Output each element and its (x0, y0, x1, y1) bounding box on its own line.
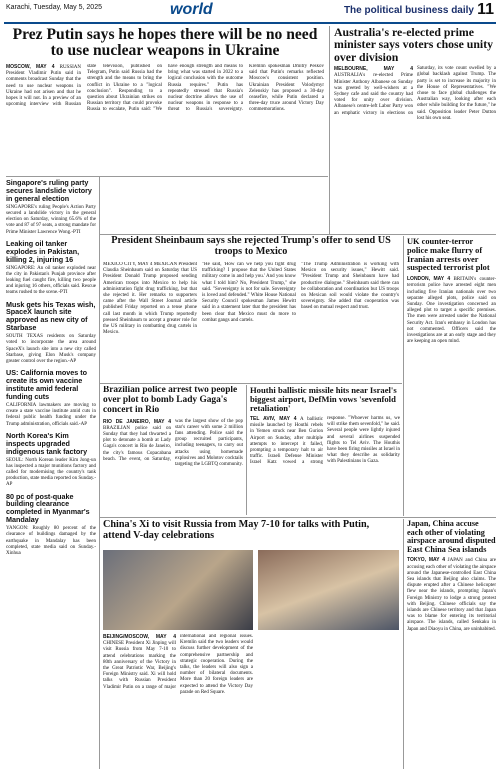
japan-dateline: TOKYO, MAY 4 (407, 557, 446, 564)
victory-day-photo (258, 550, 399, 630)
brief-text: SINGAPORE's ruling People's Action Party secured a landslide victory in the general election on Saturday, winning 65.6% of the vote and 87 of 97 seats, a strong mandate for Prime Minister Lawrence Wong.-PTI (6, 204, 96, 235)
masthead (0, 0, 500, 22)
sheinbaum-text-3: "The Trump Administration is working with Mexico on security issues," Hewitt said. "President Trump and Sheinbaum have had productive dialogue." Sheinbaum said there can be collaboration and coordination but US troops on Mexican soil would violate the country's sovereignty. She added that cooperation was based on mutual respect and trust. (301, 262, 399, 311)
divider (100, 234, 496, 235)
xi-story-left (103, 634, 253, 769)
japan-text: JAPAN and China are accusing each other of violating the airspace around the Japanese-controlled East China Sea islands that Beijing also claims. The dispute erupted after a Chinese helicopter flew near the islands, prompting Japan's Foreign Ministry to lodge a strong protest with Beijing. Chinese officials say the islands are Chinese territory and that Japan was to blame for entering its territorial airspace. The islands, called Senkaku in Japan and Diaoyu in China, are uninhabited. (407, 558, 496, 632)
australia-story (334, 26, 496, 234)
divider (100, 383, 402, 384)
divider (403, 236, 404, 516)
xi-text: CHINESE President Xi Jinping will visit Russia from May 7-10 to attend celebrations marking the 80th anniversary of the Victory in the Great Patriotic War, Beijing's Foreign Ministry said. Xi will hold talks with Russian President Vladimir Putin on a range of major international and regional issues. Kremlin said the two leaders would discuss further development of the comprehensive partnership and strategic cooperation. During the talks, the leaders will also sign a number of bilateral documents. More than 20 foreign leaders are expected to attend the Victory Day parade on Red Square. (103, 634, 253, 695)
lead-text: RUSSIAN President Vladimir Putin said in comments broadcast Sunday that the need to use nuclear weapons in Ukraine had not arisen and that he hopes it will not. In a preview of an upcoming interview with Russian state television, published on Telegram, Putin said Russia had the strength and the means to bring the conflict in Ukraine to a "logical conclusion". Responding to a question about Ukrainian strikes on Russian territory that could provoke Russia to escalate, Putin said: "We have enough strength and means to bring what was started in 2022 to a logical conclusion with the outcome Russia requires." Putin has repeatedly stressed that Russia's nuclear doctrine allows the use of nuclear weapons in response to a threat to Russia's sovereignty. Kremlin spokesman Dmitry Peskov said that Putin's remarks reflected Moscow's consistent position. Ukrainian President Volodymyr Zelenskiy has proposed a 30-day ceasefire, while Putin declared a three-day truce around Victory Day commemorations. (6, 64, 324, 113)
sheinbaum-headline: President Sheinbaum says she rejected Trump's offer to send US troops to Mexico (111, 236, 391, 257)
uk-dateline: LONDON, MAY 4 (407, 276, 451, 283)
lead-headline: Prez Putin says he hopes there will be no need to use nuclear weapons in Ukraine (12, 27, 318, 60)
houthi-body (250, 416, 400, 467)
houthi-headline: Houthi ballistic missile hits near Israel's biggest airport, DefMin vows 'sevenfold retaliation' (250, 386, 397, 414)
xi-putin-photo (103, 550, 253, 630)
brief-headline: Leaking oil tanker explodes in Pakistan, killing 2, injuring 16 (6, 238, 80, 264)
sheinbaum-col-2 (202, 262, 296, 380)
brief-text: YANGON: Roughly 80 percent of the clearance of buildings damaged by the earthquake in Mandalay has been completed, state media said on Sunday.-Xinhua (6, 526, 96, 557)
brief-headline: US: California moves to create its own vaccine institute amid federal funding cuts (6, 368, 88, 402)
xi-body (103, 634, 253, 696)
houthi-text: A ballistic missile launched by Houthi rebels in Yemen struck near Ben Gurion Airport on Sunday, after multiple attempts to intercept it failed, prompting a temporary halt to air traffic. Israeli Defense Minister Israel Katz vowed a strong response. "Whoever harms us, we will strike them sevenfold," he said. Several people were lightly injured and several airlines suspended flights to Tel Aviv. The Houthis have been firing missiles at Israel in what they describe as solidarity with Palestinians in Gaza. (250, 416, 400, 466)
australia-headline: Australia's re-elected prime minister says voters chose unity over division (334, 26, 494, 64)
brazil-text: BRAZILIAN police said on Sunday that they had thwarted a plot to detonate a bomb at Lady Gaga's concert in Rio de Janeiro, the city's famous Copacabana beach. The event, on Saturday, was the largest show of the pop star's career with some 2 million fans attending. Police said the group recruited participants, including teenagers, to carry out attacks using homemade explosives and Molotov cocktails targeting the LGBTQ community. (103, 418, 243, 468)
houthi-story (250, 386, 400, 514)
briefs-column (6, 179, 96, 769)
divider (100, 517, 496, 518)
lead-headline-box (6, 27, 324, 61)
lead-body (6, 64, 324, 114)
divider (99, 177, 100, 769)
uk-story (407, 238, 496, 514)
brief-headline: Musk gets his Texas wish, SpaceX launch site approved as new city of Starbase (6, 299, 96, 333)
brief-headline: Singapore's ruling party secures landslide victory in general election (6, 179, 92, 203)
sheinbaum-text-1: MEXICO CITY, MAY 4 MEXICAN President Claudia Sheinbaum said on Saturday that US President Donald Trump proposed sending American troops into Mexico to help his administration fight drug trafficking, but that she rejected it. Her remarks to supporters came after the Wall Street Journal article published Friday reported on a tense phone call last month in which Trump reportedly pressed Sheinbaum to accept a greater role for the US military in combatting drug cartels in Mexico. (103, 262, 197, 336)
divider (246, 385, 247, 515)
uk-text: BRITAIN's counter-terrorism police have arrested eight men including five Iranian nationals over two separate alleged plots, police said on Sunday. One investigation concerned an alleged plot to target a specific premises. The men were arrested under the National Security Act. Iran's embassy in London has not commented. Officers said the investigations are at an early stage and they are keeping an open mind. (407, 277, 496, 345)
uk-body (407, 276, 496, 345)
masthead-rule (4, 22, 496, 24)
brief-text: SEOUL: North Korean leader Kim Jong-un has inspected a major munitions factory and called for modernising the country's tank production, state media reported on Sunday.-AP (6, 457, 96, 488)
brazil-story (103, 386, 243, 514)
section-title: world (170, 1, 213, 18)
australia-dateline: MELBOURNE, MAY 4 (334, 66, 413, 73)
brief-text: SINGAPORE: An oil tanker exploded near the city in Pakistan's Punjab province after leaking fuel caught fire, killing two people and injuring 16 others, officials said. Rescue teams rushed to the scene.-PTI (6, 265, 96, 296)
australia-text: AUSTRALIA's re-elected Prime Minister Anthony Albanese on Sunday was greeted by well-wishers at a Sydney cafe and said the country had voted for unity over division. Albanese's centre-left Labor Party won an emphatic victory in elections on Saturday, its vote count swelled by a global backlash against Trump. The party is set to increase its majority in the House of Representatives. "We chose to face global challenges the Australian way, looking after each other while building for the future," he said. Opposition leader Peter Dutton lost his own seat. (334, 66, 496, 121)
divider (6, 176, 328, 177)
japan-story (407, 520, 496, 769)
divider (329, 26, 330, 234)
sheinbaum-headline-box (103, 236, 399, 258)
australia-body (334, 66, 496, 216)
japan-body (407, 557, 496, 632)
brief-text: CALIFORNIA lawmakers are moving to create a state vaccine institute amid cuts in federal public health funding under the Trump administration, officials said.-AP (6, 402, 96, 427)
sheinbaum-col-1 (103, 262, 197, 380)
lead-dateline: MOSCOW, MAY 4 (6, 64, 55, 70)
brazil-body (103, 419, 243, 469)
brief-headline: North Korea's Kim inspects upgraded indigenous tank factory (6, 430, 88, 456)
brief-headline: 80 pc of post-quake building clearance completed in Myanmar's Mandalay (6, 491, 90, 525)
sheinbaum-col-3 (301, 262, 399, 380)
xi-story-right (258, 634, 399, 769)
uk-headline: UK counter-terror police make flurry of Iranian arrests over suspected terrorist plot (407, 238, 490, 273)
page-number: 11 (477, 1, 494, 18)
xi-headline: China's Xi to visit Russia from May 7-10 for talks with Putin, attend V-day celebrations (103, 520, 370, 541)
brief-text: SOUTH TEXAS residents on Saturday voted to incorporate the area around SpaceX's launch site into a new city called Starbase, giving Elon Musk's company greater control over the region.-AP (6, 334, 96, 365)
sheinbaum-text-2: "He said, 'How can we help you fight drug trafficking? I propose that the United States military come in and help you.' And you know what I told him? No, President Trump," she said. "Sovereignty is not for sale. Sovereignty is loved and defended." White House National Security Council spokesman James Hewitt said in a statement later that the president has been clear that Mexico must do more to combat gangs and cartels. (202, 262, 296, 323)
issue-date: Karachi, Tuesday, May 5, 2025 (6, 4, 102, 11)
japan-headline: Japan, China accuse each other of violating airspace around disputed East China Sea islands (407, 520, 496, 554)
divider (403, 519, 404, 769)
xi-headline-box (103, 520, 399, 546)
houthi-dateline: TEL AVIV, MAY 4 (250, 416, 297, 423)
newspaper-brand: The political business daily (343, 5, 474, 16)
brazil-dateline: RIO DE JANEIRO, MAY 4 (103, 418, 171, 425)
brazil-headline: Brazilian police arrest two people over plot to bomb Lady Gaga's concert in Rio (103, 386, 238, 415)
xi-dateline: BEIJING/MOSCOW, MAY 4 (103, 634, 176, 640)
lead-story (6, 64, 324, 175)
